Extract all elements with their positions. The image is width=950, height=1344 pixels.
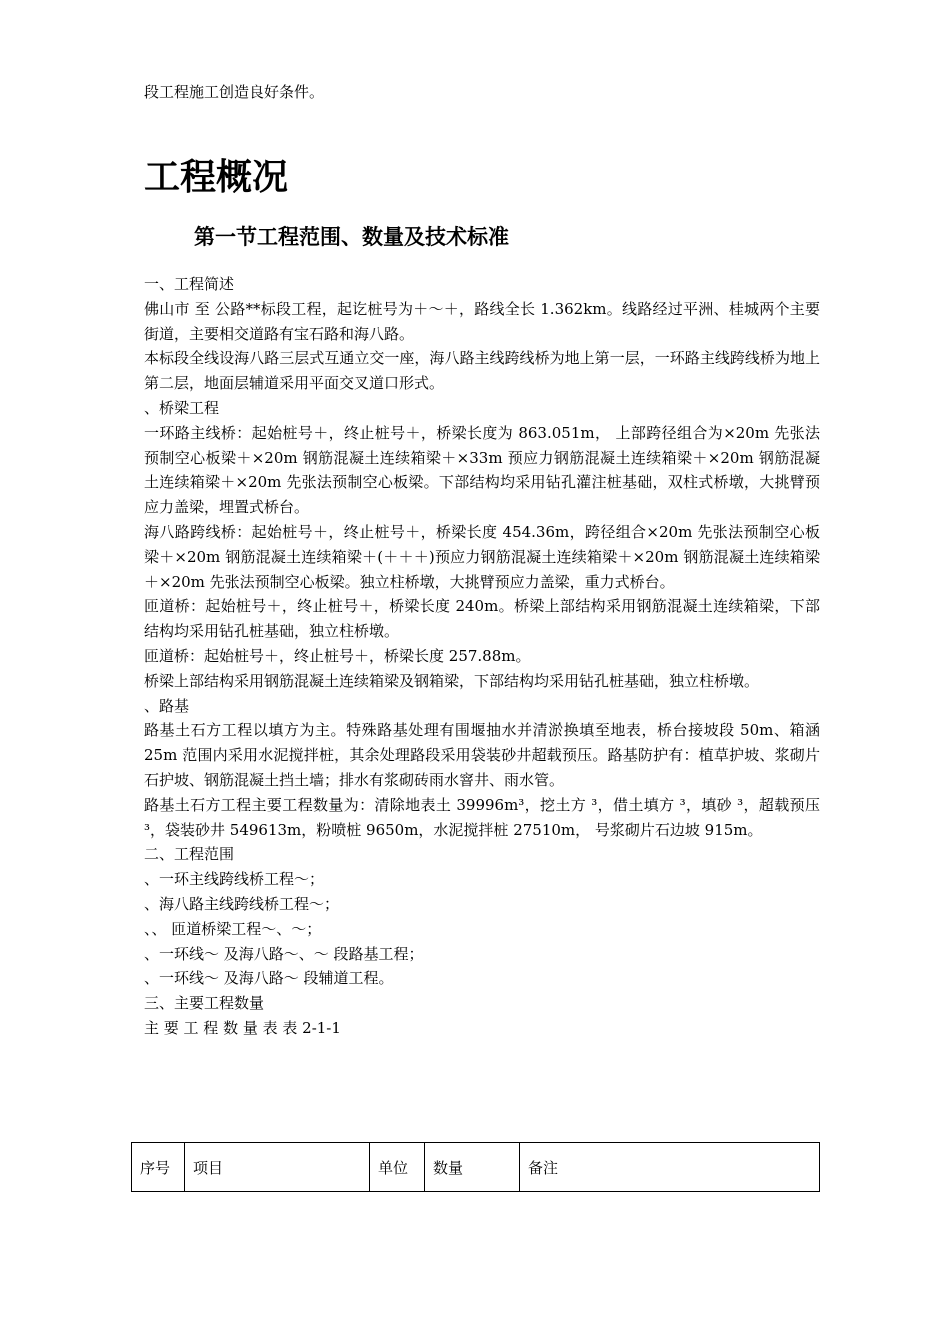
- paragraph-ramp-bridge-1: 匝道桥：起始桩号＋，终止桩号＋，桥梁长度 240m。桥梁上部结构采用钢筋混凝土连续箱梁，下部结构均采用钻孔桩基础，独立柱桥墩。: [144, 597, 820, 641]
- paragraph-route: 佛山市 至 公路**标段工程，起讫桩号为＋～＋，路线全长 1.362km。线路经过平洲、桂城两个主要街道，主要相交道路有宝石路和海八路。: [144, 299, 820, 343]
- header-cell-unit: 单位: [370, 1143, 425, 1192]
- paragraph-earthwork-quantities: 路基土石方工程主要工程数量为：清除地表土 39996m³，挖土方 ³，借土填方 ³，填砂 ³，超载预压 ³，袋装砂井 549613m，粉喷桩 9650m，水泥搅拌桩 27510m， 号浆砌片石边坡 915m。: [144, 795, 820, 839]
- heading-bridges: 、桥梁工程: [144, 398, 220, 417]
- heading-scope: 二、工程范围: [144, 845, 235, 864]
- table-header-row: [132, 1143, 820, 1192]
- scope-item: 、一环线～ 及海八路～、～ 段路基工程；: [144, 944, 424, 963]
- heading-overview: 一、工程简述: [144, 275, 235, 293]
- paragraph-ring-road-bridge: 一环路主线桥：起始桩号＋，终止桩号＋，桥梁长度为 863.051m， 上部跨径组合为×20m 先张法预制空心板梁＋×20m 钢筋混凝土连续箱梁＋×33m 预应力钢筋混凝土连续箱梁＋×20m 钢筋混凝土连续箱梁＋×20m 先张法预制空心板梁。下部结构均采用钻孔灌注桩基础，双柱式桥墩，大挑臂预应力盖梁，埋置式桥台。: [144, 423, 820, 517]
- scope-item: 、海八路主线跨线桥工程～；: [144, 894, 340, 913]
- paragraph-bridge-structure: 桥梁上部结构采用钢筋混凝土连续箱梁及钢箱梁，下部结构均采用钻孔桩基础，独立柱桥墩。: [144, 671, 760, 690]
- paragraph-ramp-bridge-2: 匝道桥：起始桩号＋，终止桩号＋，桥梁长度 257.88m。: [144, 646, 531, 665]
- heading-subgrade: 、路基: [144, 696, 190, 715]
- section-title: 第一节工程范围、数量及技术标准: [194, 225, 509, 249]
- header-cell-remarks: 备注: [520, 1143, 820, 1192]
- header-cell-item: 项目: [185, 1143, 370, 1192]
- paragraph-subgrade: 路基土石方工程以填方为主。特殊路基处理有围堰抽水并清淤换填至地表，桥台接坡段 50m、箱涵 25m 范围内采用水泥搅拌桩，其余处理路段采用袋装砂井超载预压。路基防护有：植草护坡、浆砌片石护坡、钢筋混凝土挡土墙；排水有浆砌砖雨水窨井、雨水管。: [144, 721, 820, 789]
- heading-quantities: 三、主要工程数量: [144, 994, 265, 1013]
- table-caption: 主 要 工 程 数 量 表 表 2-1-1: [144, 1018, 341, 1037]
- paragraph-haiba-bridge: 海八路跨线桥：起始桩号＋，终止桩号＋，桥梁长度 454.36m，跨径组合×20m 先张法预制空心板梁＋×20m 钢筋混凝土连续箱梁＋(＋＋＋)预应力钢筋混凝土连续箱梁＋×20m 钢筋混凝土连续箱梁＋×20m 先张法预制空心板梁。独立柱桥墩，大挑臂预应力盖梁，重力式桥台。: [144, 522, 820, 591]
- chapter-title: 工程概况: [144, 157, 289, 198]
- lead-text: 段工程施工创造良好条件。: [144, 83, 325, 101]
- scope-item: 、一环主线跨线桥工程～；: [144, 870, 325, 889]
- scope-item: 、一环线～ 及海八路～ 段辅道工程。: [144, 969, 394, 988]
- body-text: [144, 272, 820, 1041]
- header-cell-quantity: 数量: [425, 1143, 520, 1192]
- scope-item: 、、 匝道桥梁工程～、～；: [144, 919, 322, 938]
- paragraph-interchange: 本标段全线设海八路三层式互通立交一座，海八路主线跨线桥为地上第一层，一环路主线跨线桥为地上第二层，地面层辅道采用平面交叉道口形式。: [144, 349, 820, 393]
- quantity-table: [131, 1142, 820, 1192]
- header-cell-index: 序号: [132, 1143, 185, 1192]
